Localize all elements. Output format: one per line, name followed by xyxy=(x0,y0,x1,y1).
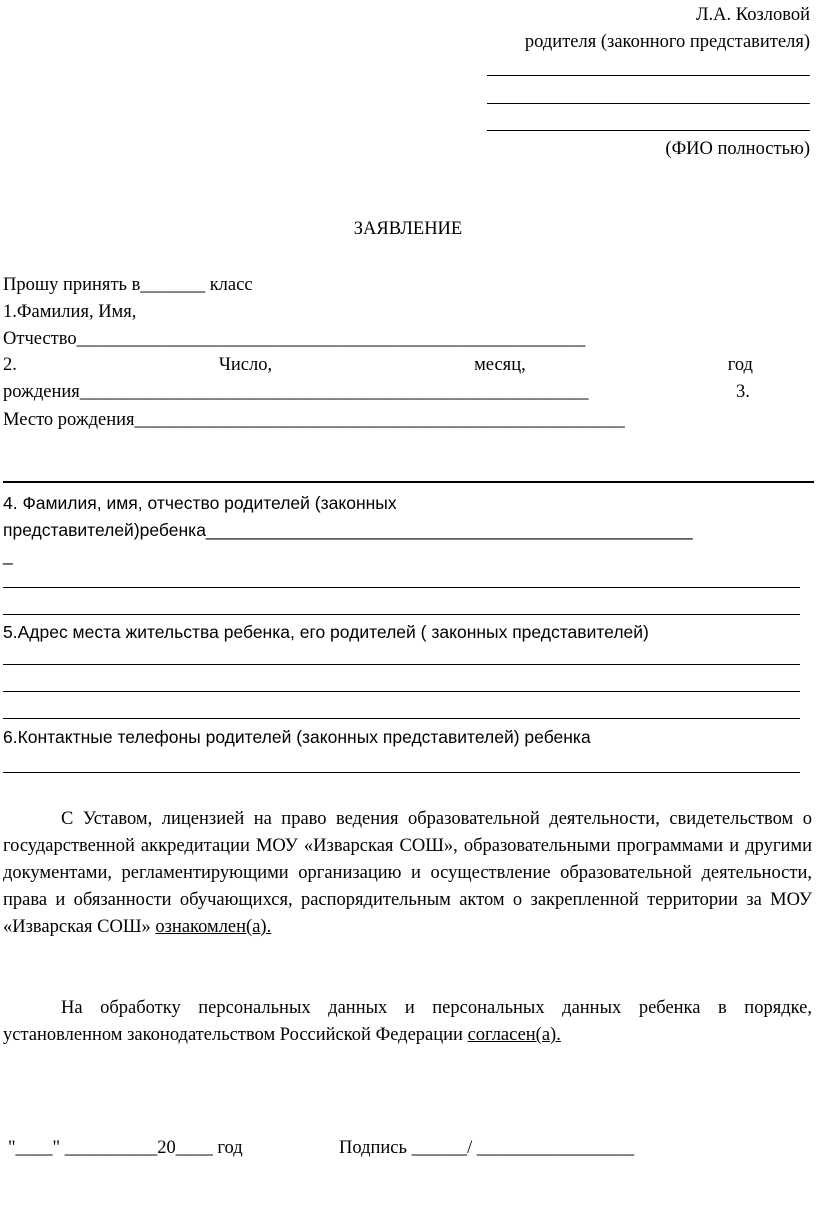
consent-statement xyxy=(3,995,812,1049)
address-line-2[interactable] xyxy=(3,691,800,692)
field-birthplace[interactable]: Место рождения_____________________________________________________ xyxy=(3,410,625,430)
consent-agreed: согласен(а). xyxy=(467,1025,561,1045)
page-title: ЗАЯВЛЕНИЕ xyxy=(353,219,463,239)
field-birth[interactable]: рождения_______________________________________________________ xyxy=(3,382,589,402)
field2-year: год xyxy=(727,355,753,375)
field-parents-fio-line[interactable]: представителей)ребенка__________________________________________________ xyxy=(3,520,693,540)
field-parents-fio: 4. Фамилия, имя, отчество родителей (законных xyxy=(3,493,397,513)
charter-text: С Уставом, лицензией на право ведения образовательной деятельности, свидетельством о государственной аккредитации МОУ «Изварская СОШ», образовательными программами и другими документами, регламентирующими организацию и осуществление образовательной деятельности, права и обязанности обучающихся, распорядительным актом о закрепленной территории за МОУ «Изварская СОШ» xyxy=(3,809,812,937)
field-patronymic[interactable]: Отчество_______________________________________________________ xyxy=(3,329,586,349)
charter-acknowledged: ознакомлен(а). xyxy=(155,917,272,937)
fio-line-1[interactable] xyxy=(487,75,810,76)
field-phones: 6.Контактные телефоны родителей (законных представителей) ребенка xyxy=(3,727,591,747)
parents-line-2[interactable] xyxy=(3,614,800,615)
field-birthdate-labels xyxy=(3,354,753,376)
section-divider xyxy=(3,481,814,483)
parents-line-1[interactable] xyxy=(3,587,800,588)
phones-line[interactable] xyxy=(3,772,800,773)
accept-class-field[interactable]: Прошу принять в_______ класс xyxy=(3,275,253,295)
field2-number: 2. xyxy=(3,355,17,375)
address-line-3[interactable] xyxy=(3,718,800,719)
fio-line-2[interactable] xyxy=(487,103,810,104)
field-surname-name: 1.Фамилия, Имя, xyxy=(3,302,137,322)
address-line-1[interactable] xyxy=(3,664,800,665)
fio-note: (ФИО полностью) xyxy=(665,139,810,159)
date-field[interactable]: "____" __________20____ год xyxy=(8,1138,243,1158)
fio-line-3[interactable] xyxy=(487,130,810,131)
addressee: Л.А. Козловой xyxy=(696,5,810,25)
field-parents-dash: _ xyxy=(3,545,13,565)
field2-day: Число, xyxy=(218,355,273,375)
consent-text: На обработку персональных данных и персональных данных ребенка в порядке, установленном законодательством Российской Федерации xyxy=(3,998,812,1045)
signature-field[interactable]: Подпись ______/ _________________ xyxy=(339,1138,635,1158)
sender-role: родителя (законного представителя) xyxy=(524,32,810,52)
charter-statement xyxy=(3,806,812,941)
field3-number: 3. xyxy=(736,382,750,402)
field2-month: месяц, xyxy=(474,355,526,375)
field-address: 5.Адрес места жительства ребенка, его родителей ( законных представителей) xyxy=(3,622,649,642)
